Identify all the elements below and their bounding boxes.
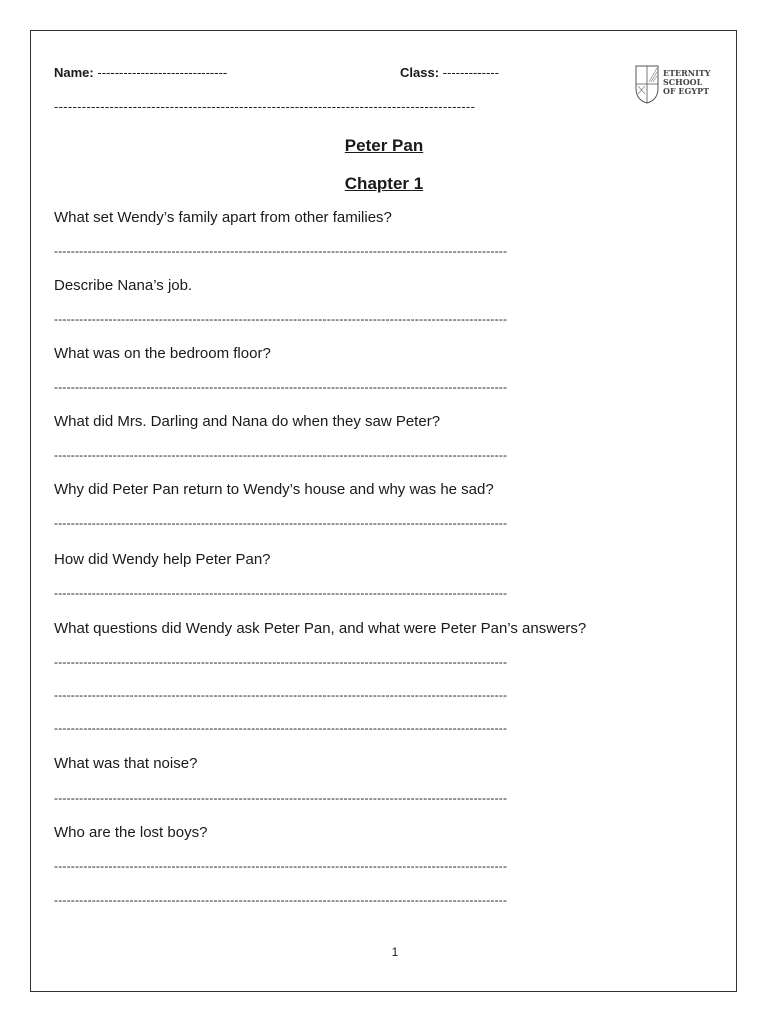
class-blank: -------------: [442, 65, 499, 80]
header-separator: -------------------------------------------------------------------------------------------: [54, 100, 476, 114]
question-5: Why did Peter Pan return to Wendy’s house and why was he sad?: [54, 481, 494, 498]
question-3: What was on the bedroom floor?: [54, 345, 271, 362]
school-name: ETERNITY SCHOOL OF EGYPT: [663, 68, 711, 96]
question-2: Describe Nana’s job.: [54, 277, 193, 294]
class-field: [400, 65, 499, 81]
page-title: Peter Pan: [344, 136, 424, 155]
answer-line: ------------------------------------------------------------------------------------------------------------: [54, 860, 508, 872]
answer-line: ------------------------------------------------------------------------------------------------------------: [54, 689, 508, 701]
answer-line: ------------------------------------------------------------------------------------------------------------: [54, 517, 508, 529]
answer-line: ------------------------------------------------------------------------------------------------------------: [54, 722, 508, 734]
answer-line: ------------------------------------------------------------------------------------------------------------: [54, 245, 508, 257]
school-logo: [634, 64, 714, 106]
answer-line: ------------------------------------------------------------------------------------------------------------: [54, 656, 508, 668]
answer-line: ------------------------------------------------------------------------------------------------------------: [54, 587, 508, 599]
name-field: [54, 65, 227, 81]
name-blank: ------------------------------: [97, 65, 228, 80]
question-4: What did Mrs. Darling and Nana do when they saw Peter?: [54, 413, 441, 430]
answer-line: ------------------------------------------------------------------------------------------------------------: [54, 449, 508, 461]
class-label: Class:: [400, 65, 440, 80]
answer-line: ------------------------------------------------------------------------------------------------------------: [54, 313, 508, 325]
question-1: What set Wendy’s family apart from other families?: [54, 209, 392, 226]
chapter-subtitle: Chapter 1: [344, 174, 424, 193]
page-number: 1: [391, 945, 399, 959]
question-6: How did Wendy help Peter Pan?: [54, 551, 271, 568]
question-7: What questions did Wendy ask Peter Pan, and what were Peter Pan’s answers?: [54, 620, 587, 637]
name-label: Name:: [54, 65, 94, 80]
question-8: What was that noise?: [54, 755, 198, 772]
answer-line: ------------------------------------------------------------------------------------------------------------: [54, 381, 508, 393]
answer-line: ------------------------------------------------------------------------------------------------------------: [54, 894, 508, 906]
school-crest-icon: [634, 64, 662, 104]
question-9: Who are the lost boys?: [54, 824, 208, 841]
answer-line: ------------------------------------------------------------------------------------------------------------: [54, 792, 508, 804]
